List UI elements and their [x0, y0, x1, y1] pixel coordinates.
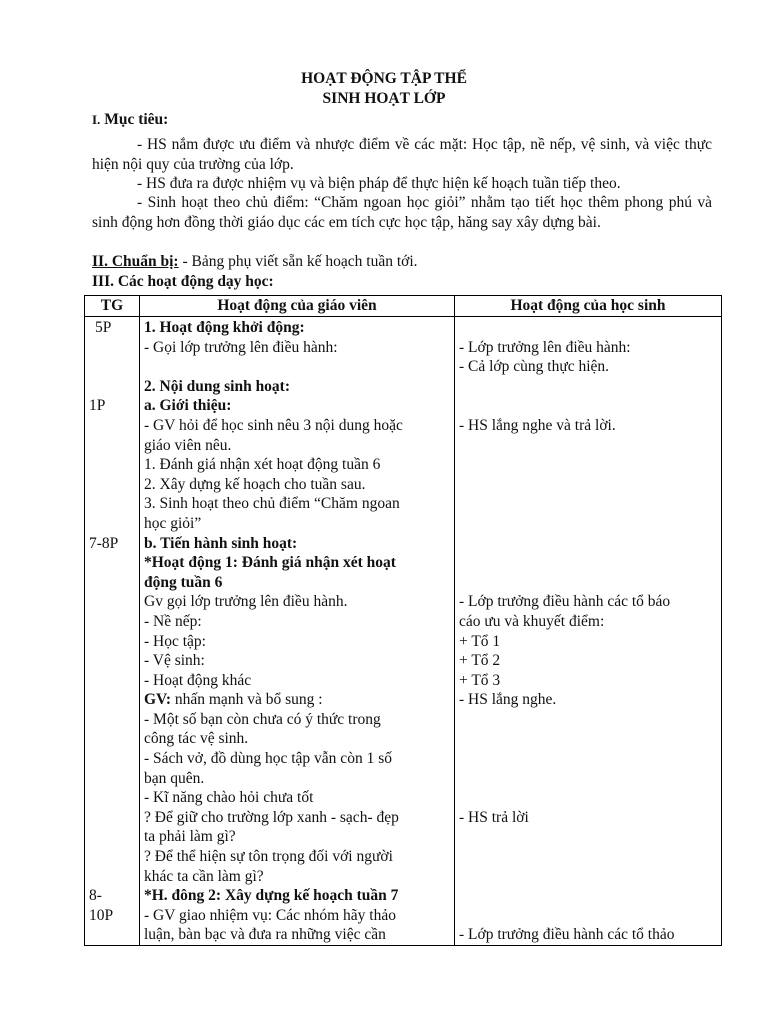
teacher-line: - Vệ sinh:	[144, 652, 205, 670]
student-line: + Tổ 2	[459, 652, 501, 670]
teacher-line: 1. Hoạt động khởi động:	[144, 319, 305, 336]
time-slot: 10P	[89, 906, 114, 924]
student-line: - HS lắng nghe và trả lời.	[459, 416, 616, 434]
table-header-row	[85, 296, 722, 317]
teacher-line: *Hoạt động 1: Đánh giá nhận xét hoạt	[144, 554, 396, 572]
time-slot: 8-	[89, 887, 102, 905]
teacher-column	[140, 317, 455, 946]
section-3-heading: III. Các hoạt động dạy học:	[92, 273, 274, 290]
teacher-line: khác ta cần làm gì?	[144, 867, 264, 885]
objective-paragraph-3: - Sinh hoạt theo chủ điểm: “Chăm ngoan học giỏi” nhằm tạo tiết học thêm phong phú và sinh động hơn đồng thời giáo dục các em tích cực học tập, hăng say xây dựng bài.	[92, 194, 712, 231]
time-slot: 5P	[95, 319, 112, 336]
teacher-line: - Nề nếp:	[144, 612, 202, 630]
student-line: - Lớp trưởng lên điều hành:	[459, 338, 631, 356]
teacher-line: ta phải làm gì?	[144, 828, 236, 846]
teacher-line: học giỏi”	[144, 514, 202, 532]
student-line: cáo ưu và khuyết điểm:	[459, 612, 605, 630]
teacher-line: 3. Sinh hoạt theo chủ điểm “Chăm ngoan	[144, 495, 400, 513]
document-title: HOẠT ĐỘNG TẬP THỂ	[301, 70, 467, 87]
student-line: + Tổ 3	[459, 671, 501, 689]
section-1-number: I.	[92, 112, 101, 127]
teacher-line: Gv gọi lớp trưởng lên điều hành.	[144, 593, 348, 611]
objective-paragraph-1: - HS nắm được ưu điểm và nhược điểm về các mặt: Học tập, nề nếp, vệ sinh, và việc thực hiện nội quy của trường của lớp.	[92, 136, 712, 173]
section-2-text: - Bảng phụ viết sẵn kế hoạch tuần tới.	[178, 253, 418, 270]
time-slot: 1P	[89, 397, 106, 415]
teacher-line: 2. Nội dung sinh hoạt:	[144, 377, 291, 395]
teacher-line: ? Để thể hiện sự tôn trọng đối với người	[144, 848, 393, 866]
teacher-line: - Kĩ năng chào hỏi chưa tốt	[144, 789, 314, 807]
teacher-line: luận, bàn bạc và đưa ra những việc cần	[144, 926, 386, 944]
teacher-line: ? Để giữ cho trường lớp xanh - sạch- đẹp	[144, 808, 399, 826]
tg-column	[85, 317, 140, 946]
student-line: + Tổ 1	[459, 632, 501, 650]
teacher-line: - Hoạt động khác	[144, 671, 252, 689]
section-2-heading	[92, 252, 418, 271]
teacher-line: - Sách vở, đồ dùng học tập vẫn còn 1 số	[144, 750, 392, 768]
student-line: - HS lắng nghe.	[459, 691, 557, 709]
teacher-line: b. Tiến hành sinh hoạt:	[144, 534, 298, 552]
teacher-line: GV: nhấn mạnh và bổ sung :	[144, 691, 323, 709]
header-teacher: Hoạt động của giáo viên	[140, 296, 455, 317]
teacher-line: a. Giới thiệu:	[144, 397, 232, 415]
teacher-line: 2. Xây dựng kế hoạch cho tuần sau.	[144, 475, 366, 493]
time-slot: 7-8P	[89, 534, 119, 552]
teacher-line: - Một số bạn còn chưa có ý thức trong	[144, 710, 381, 728]
table-body-row	[85, 317, 722, 946]
student-line: - Lớp trưởng điều hành các tổ báo	[459, 593, 671, 611]
teacher-line: *H. đông 2: Xây dựng kế hoạch tuần 7	[144, 887, 399, 905]
section-2-title: II. Chuẩn bị:	[92, 253, 179, 270]
section-1-heading	[92, 110, 168, 129]
teacher-line: 1. Đánh giá nhận xét hoạt động tuần 6	[144, 456, 381, 474]
section-1-title: Mục tiêu:	[100, 111, 169, 128]
teacher-line: - Học tập:	[144, 632, 206, 650]
objective-paragraph-2: - HS đưa ra được nhiệm vụ và biện pháp để thực hiện kế hoạch tuần tiếp theo.	[137, 175, 621, 192]
header-student: Hoạt động của học sinh	[455, 296, 722, 317]
teacher-line: - GV hỏi để học sinh nêu 3 nội dung hoặc	[144, 416, 403, 434]
student-line: - HS trả lời	[459, 808, 529, 826]
teacher-line: - Gọi lớp trưởng lên điều hành:	[144, 338, 338, 356]
teacher-line: - GV giao nhiệm vụ: Các nhóm hãy thảo	[144, 906, 396, 924]
student-column	[455, 317, 722, 946]
teacher-line: giáo viên nêu.	[144, 436, 232, 454]
student-line: - Cả lớp cùng thực hiện.	[459, 358, 610, 376]
teacher-line: công tác vệ sinh.	[144, 730, 249, 748]
student-line: - Lớp trưởng điều hành các tổ thảo	[459, 926, 675, 944]
lesson-plan-table	[84, 295, 722, 946]
header-tg: TG	[85, 296, 140, 317]
teacher-line: bạn quên.	[144, 769, 205, 787]
document-subtitle: SINH HOẠT LỚP	[322, 90, 446, 107]
teacher-line: động tuần 6	[144, 573, 223, 591]
